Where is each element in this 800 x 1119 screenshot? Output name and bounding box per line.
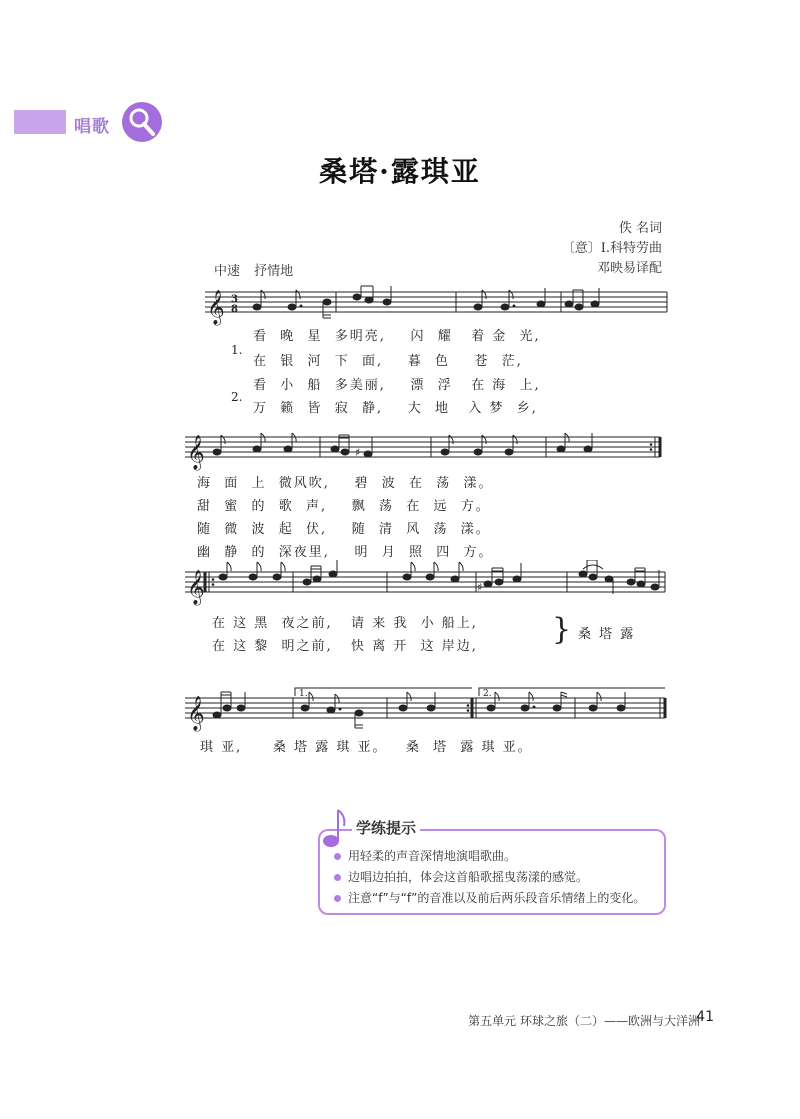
- verse-mark-1: 1.: [231, 343, 243, 357]
- time-sig-top: 3: [231, 294, 238, 305]
- staff-system-3: [175, 560, 675, 610]
- time-sig-bottom: 8: [231, 304, 238, 315]
- footer-unit-title: 第五单元 环球之旅（二）——欧洲与大洋洲: [468, 1014, 700, 1028]
- page-number: 41: [696, 1009, 714, 1025]
- lyrics-s1-l4: 万 籁 皆 寂 静, 大 地 入 梦 乡,: [253, 401, 538, 416]
- lyrics-s2-l1: 海 面 上 微风吹, 碧 波 在 荡 漾。: [197, 476, 494, 491]
- translator-credit: 邓映易译配: [596, 261, 662, 276]
- staff-system-1: [195, 280, 675, 330]
- lyrics-brace: }: [552, 612, 572, 647]
- bullet-icon: [334, 853, 341, 860]
- lyrics-s2-l4: 幽 静 的 深夜里, 明 月 照 四 方。: [197, 545, 494, 560]
- lyrics-s4: 琪 亚, 桑 塔 露 琪 亚。 桑 塔 露 琪 亚。: [200, 740, 533, 755]
- notes-system-4: [213, 692, 625, 728]
- lyrics-s1-l3: 看 小 船 多美丽, 漂 浮 在 海 上,: [253, 378, 541, 393]
- staff-system-4: [175, 682, 675, 732]
- lyrics-s3-l1: 在 这 黑 夜之前, 请 来 我 小 船上,: [212, 616, 478, 631]
- tip-item-2: 边唱边拍拍，体会这首船歌摇曳荡漾的感觉。: [334, 868, 588, 885]
- lyrics-s3-l2: 在 这 黎 明之前, 快 离 开 这 岸边,: [212, 639, 478, 654]
- lyrics-s3-end: 桑 塔 露: [578, 627, 636, 642]
- bullet-icon: [334, 874, 341, 881]
- tips-title: 学练提示: [352, 817, 420, 838]
- lyrics-s1-l2: 在 银 河 下 面, 暮 色 苍 茫,: [253, 354, 523, 369]
- first-ending-label: 1.: [299, 689, 308, 699]
- section-label: 唱歌: [74, 117, 110, 137]
- lyrics-s2-l2: 甜 蜜 的 歌 声, 飘 荡 在 远 方。: [197, 499, 491, 514]
- composer-credit: 〔意〕I.科特劳曲: [561, 241, 662, 256]
- verse-mark-2: 2.: [231, 390, 243, 404]
- tempo-marking: 中速 抒情地: [214, 264, 294, 279]
- treble-clef-icon: 𝄞: [187, 570, 205, 605]
- lyricist-credit: 佚 名词: [618, 221, 662, 236]
- staff-system-2: [175, 425, 675, 475]
- treble-clef-icon: 𝄞: [187, 696, 205, 731]
- second-ending-label: 2.: [483, 689, 492, 699]
- lyrics-s1-l1: 看 晚 星 多明亮, 闪 耀 着 金 光,: [253, 329, 541, 344]
- lyrics-s2-l3: 随 微 波 起 伏, 随 清 风 荡 漾。: [197, 522, 491, 537]
- section-color-bar: [14, 110, 66, 134]
- microphone-icon: [122, 102, 162, 142]
- treble-clef-icon: 𝄞: [207, 290, 225, 325]
- svg-text:♯: ♯: [355, 446, 361, 459]
- tip-item-1: 用轻柔的声音深情地演唱歌曲。: [334, 847, 516, 864]
- treble-clef-icon: 𝄞: [187, 435, 205, 470]
- svg-text:♯: ♯: [477, 581, 483, 594]
- song-title: 桑塔·露琪亚: [319, 155, 481, 188]
- bullet-icon: [334, 895, 341, 902]
- tip-item-3: 注意“f”与“f”的音准以及前后两乐段音乐情绪上的变化。: [334, 889, 645, 906]
